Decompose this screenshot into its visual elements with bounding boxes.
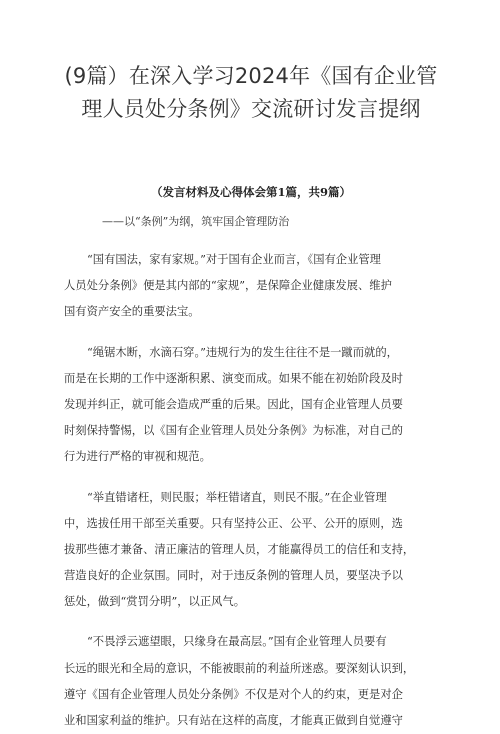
- paragraph-line: “举直错诸枉，则民服；举枉错诸直，则民不服。”在企业管理: [87, 490, 387, 504]
- paragraph: [64, 485, 438, 616]
- document-theme: ——以“条例”为纲，筑牢国企管理防治: [102, 215, 290, 228]
- paragraph-line: 时刻保持警惕，以《国有企业管理人员处分条例》为标准，对自己的: [64, 424, 403, 438]
- paragraph-line: 惩处，做到“赏罚分明”，以正风气。: [64, 595, 246, 609]
- paragraph: [64, 247, 438, 326]
- paragraph-line: 而是在长期的工作中逐渐积累、演变而成。如果不能在初始阶段及时: [64, 371, 403, 385]
- paragraph-line: 拔那些德才兼备、清正廉洁的管理人员，才能赢得员工的信任和支持，: [64, 542, 415, 556]
- document-subtitle: （发言材料及心得体会第1篇，共9篇）: [150, 185, 351, 199]
- paragraph-line: 营造良好的企业氛围。同时，对于违反条例的管理人员，要坚决予以: [64, 569, 403, 583]
- paragraph-line: 遵守《国有企业管理人员处分条例》不仅是对个人的约束，更是对企: [64, 687, 403, 701]
- paragraph-line: 业和国家利益的维护。只有站在这样的高度，才能真正做到自觉遵守: [64, 714, 403, 727]
- paragraph-line: 行为进行严格的审视和规范。: [64, 450, 211, 464]
- document-title: [64, 60, 438, 126]
- paragraph-line: 中，选拔任用干部至关重要。只有坚持公正、公平、公开的原则，选: [64, 516, 403, 530]
- title-line: 理人员处分条例》交流研讨发言提纲: [81, 97, 421, 121]
- paragraph-line: 人员处分条例》便是其内部的“家规”，是保障企业健康发展、维护: [64, 279, 392, 293]
- paragraph: [64, 629, 438, 734]
- paragraph-line: “不畏浮云遮望眼，只缘身在最高层。”国有企业管理人员要有: [87, 635, 387, 649]
- title-line: (9篇）在深入学习2024年《国有企业管: [64, 64, 438, 88]
- paragraph-line: 长远的眼光和全局的意识，不能被眼前的利益所迷惑。要深刻认识到，: [64, 661, 415, 675]
- paragraph-line: “绳锯木断，水滴石穿。”违规行为的发生往往不是一蹴而就的，: [87, 345, 398, 359]
- paragraph-line: 发现并纠正，就可能会造成严重的后果。因此，国有企业管理人员要: [64, 397, 403, 411]
- paragraph-line: 国有资产安全的重要法宝。: [64, 305, 200, 319]
- paragraph-line: “国有国法，家有家规。”对于国有企业而言，《国有企业管理: [87, 253, 381, 266]
- paragraph: [64, 340, 438, 471]
